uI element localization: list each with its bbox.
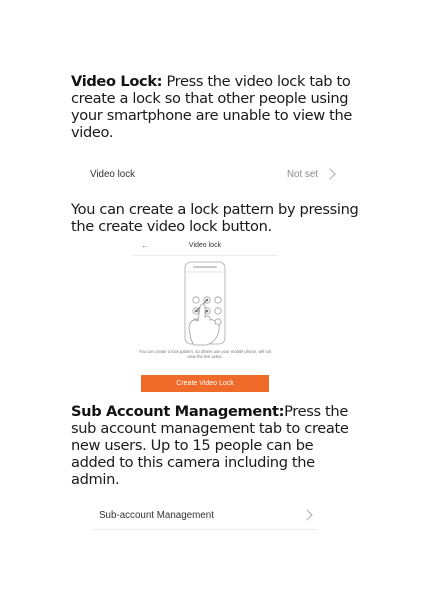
video-lock-paragraph (71, 73, 361, 141)
sub-account-paragraph (71, 403, 361, 488)
create-video-lock-button[interactable]: Create Video Lock (141, 375, 269, 392)
sub-account-status (295, 511, 319, 519)
phone-pattern-illustration (132, 237, 278, 349)
video-lock-description: Press the video lock tab to create a lock so that other people using your smartphone are unable to view the video. (71, 73, 353, 141)
video-lock-heading: Video Lock: (71, 73, 163, 90)
video-lock-label: Video lock (90, 168, 136, 180)
video-lock-row[interactable] (90, 162, 342, 186)
chevron-right-icon (324, 168, 335, 179)
row-divider (92, 529, 318, 530)
mini-caption: You can create a lock pattern, so others use your mobile phone, will not view the live video. (138, 349, 272, 360)
pattern-paragraph: You can create a lock pattern by pressing the create video lock button. (71, 201, 359, 235)
video-lock-status (287, 169, 342, 180)
sub-account-heading: Sub Account Management: (71, 403, 285, 420)
sub-account-description: Press the sub account management tab to create new users. Up to 15 people can be added to this camera including the admin. (71, 403, 349, 488)
sub-account-label: Sub-account Management (99, 509, 214, 521)
chevron-right-icon (301, 509, 312, 520)
video-lock-value: Not set (286, 168, 318, 180)
back-arrow-icon: ← (141, 241, 149, 250)
mini-title: Video lock (188, 242, 222, 249)
sub-account-row[interactable] (99, 503, 319, 527)
video-lock-screenshot (132, 237, 278, 395)
